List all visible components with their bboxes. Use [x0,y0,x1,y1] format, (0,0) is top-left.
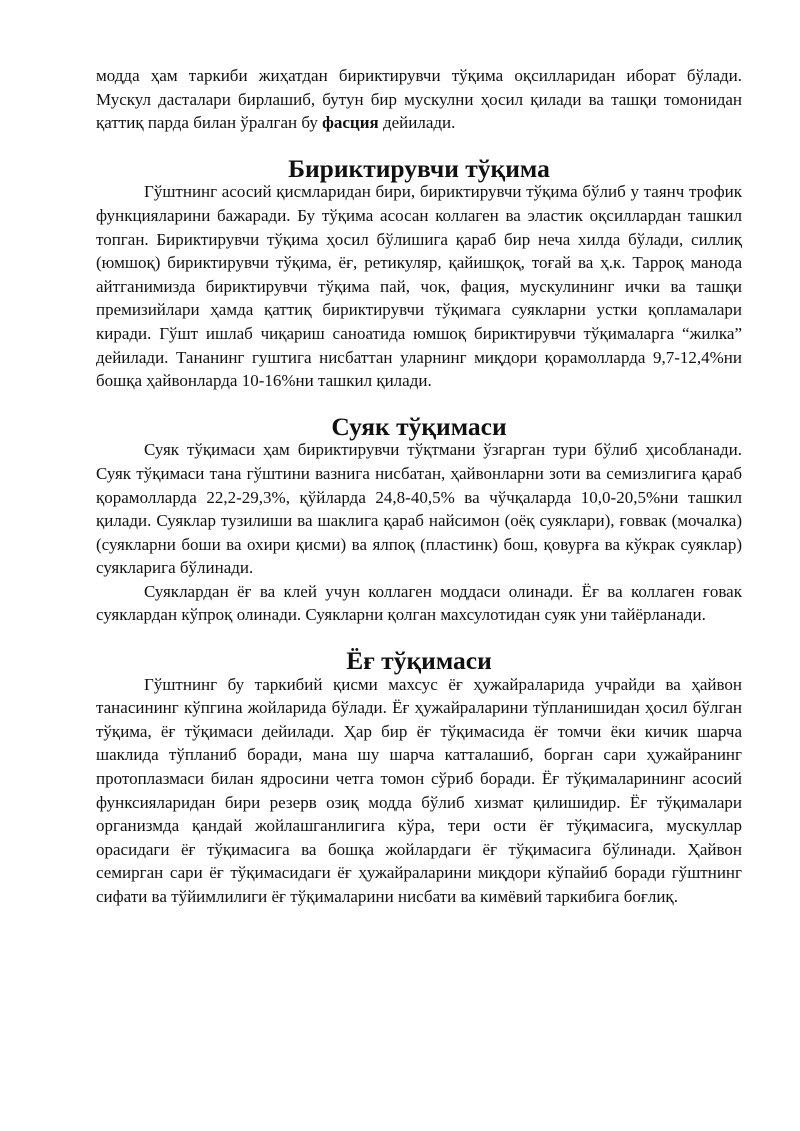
intro-bold-term: фасция [322,113,379,133]
document-page [96,64,742,909]
intro-paragraph [96,64,742,135]
section-paragraph-bone-tissue-1: Суяк тўқимаси ҳам бириктирувчи тўқтмани ўзгарган тури бўлиб ҳисобланади. Суяк тўқимаси тана гўштини вазнига нисбатан, ҳайвонларни зоти ва семизлигига қараб қорамолларда 22,2-29,3%, қўйларда 24,8-40,5% ва чўчқаларда 10,0-20,5%ни ташкил қилади. Суяклар тузилиши ва шаклига қараб найсимон (оёқ суяклари), ғоввак (мочалка) (суякларни боши ва охири қисми) ва ялпоқ (пластинк) бош, қовурға ва кўкрак суяклар) суякларига бўлинади. [96,440,742,578]
section-paragraph-fat-tissue: Гўштнинг бу таркибий қисми махсус ёғ ҳужайраларида учрайди ва ҳайвон танасининг кўпгина жойларида бўлади. Ёғ ҳужайраларини тўпланишидан ҳосил бўлган тўқима, ёғ тўқимаси дейилади. Ҳар бир ёғ тўқимасида ёғ томчи ёки кичик шарча шаклида тўпланиб боради, мана шу шарча катталашиб, борган сари ҳужайранинг протоплазмаси билан ядросини четга томон сўриб боради. Ёғ тўқималарининг асосий функсияларидан бири резерв озиқ модда бўлиб хизмат қилишидир. Ёғ тўқималари организмда қандай жойлашганлигига кўра, тери ости ёғ тўқимасига, мускуллар орасидаги ёғ тўқимасига ва бошқа жойлардаги ёғ тўқимасига бўлинади. Ҳайвон семирган сари ёғ тўқимасидаги ёғ ҳужайраларини миқдори кўпайиб боради гўштнинг сифати ва тўйимлилиги ёғ тўқималарини нисбати ва кимёвий таркибига боғлиқ. [96,674,742,906]
section-heading-bone-tissue: Суяк тўқимаси [331,411,507,441]
section-heading-fat-tissue: Ёғ тўқимаси [346,646,492,676]
section-paragraph-bone-tissue-2: Суяклардан ёғ ва клей учун коллаген моддаси олинади. Ёғ ва коллаген ғовак суяклардан кўпроқ олинади. Суякларни қолган махсулотидан суяк уни тайёрланади. [96,581,742,625]
section-paragraph-connective-tissue: Гўштнинг асосий қисмларидан бири, бириктирувчи тўқима бўлиб у таянч трофик функцияларини бажаради. Бу тўқима асосан коллаген ва эластик оқсиллардан ташкил топган. Бириктирувчи тўқима ҳосил бўлишига қараб бир неча хилда бўлади, силлиқ (юмшоқ) бириктирувчи тўқима, ёғ, ретикуляр, қайишқоқ, тоғай ва ҳ.к. Тарроқ манода айтганимизда бириктирувчи тўқима пай, чок, фация, мускулининг ички ва ташқи премизийлари ҳамда қаттиқ бириктирувчи тўқимага суякларни устки қопламалари киради. Гўшт ишлаб чиқариш саноатида юмшоқ бириктирувчи тўқималарга “жилка” дейилади. Тананинг гуштига нисбаттан уларнинг миқдори қорамолларда 9,7-12,4%ни бошқа ҳайвонларда 10-16%ни ташкил қилади. [96,182,742,391]
intro-text-after: дейилади. [378,113,456,133]
section-heading-connective-tissue: Бириктирувчи тўқима [288,153,550,183]
intro-text-before: модда ҳам таркиби жиҳатдан бириктирувчи тўқима оқсилларидан иборат бўлади. Мускул дасталари бирлашиб, бутун бир мускулни ҳосил қилади ва ташқи томонидан қаттиқ парда билан ўралган бу [96,66,742,133]
